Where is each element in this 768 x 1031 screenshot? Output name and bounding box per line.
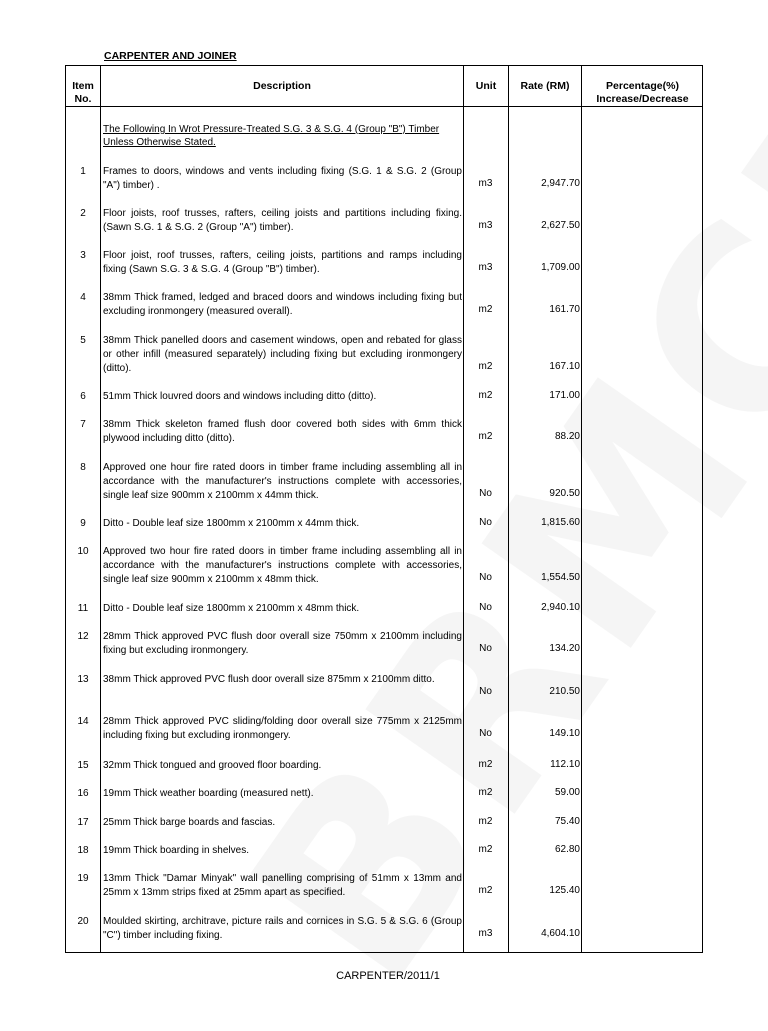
item-rate: 112.10 — [550, 759, 580, 770]
item-number: 5 — [80, 335, 86, 346]
item-number: 10 — [77, 546, 89, 557]
item-rate: 210.50 — [549, 686, 580, 697]
item-number: 16 — [77, 788, 89, 799]
item-description: 19mm Thick boarding in shelves. — [103, 845, 249, 856]
item-rate: 88.20 — [554, 431, 580, 442]
item-description: 38mm Thick framed, ledged and braced doors and windows including fixing but excluding ironmongery (measured overall). — [103, 292, 462, 317]
item-rate: 59.00 — [554, 787, 580, 798]
item-rate: 75.40 — [554, 816, 580, 827]
item-unit: m2 — [478, 885, 493, 896]
item-description: Ditto - Double leaf size 1800mm x 2100mm x 48mm thick. — [103, 603, 360, 614]
item-description: 38mm Thick approved PVC flush door overall size 875mm x 2100mm ditto. — [103, 674, 435, 685]
item-unit: m2 — [478, 844, 493, 855]
item-unit: No — [479, 643, 492, 654]
item-description: 32mm Thick tongued and grooved floor boarding. — [103, 760, 322, 771]
item-number: 13 — [77, 674, 89, 685]
item-unit: m2 — [478, 390, 493, 401]
column-divider-rate — [581, 65, 582, 953]
item-unit: No — [479, 728, 492, 739]
item-description: 28mm Thick approved PVC flush door overall size 750mm x 2100mm including fixing but excluding ironmongery. — [103, 631, 462, 656]
header-no-label: No. — [74, 93, 92, 105]
item-rate: 161.70 — [549, 304, 580, 315]
item-description: Moulded skirting, architrave, picture rails and cornices in S.G. 5 & S.G. 6 (Group "C") timber including fixing. — [103, 916, 462, 941]
item-number: 2 — [80, 208, 86, 219]
item-number: 6 — [80, 391, 86, 402]
item-unit: m2 — [478, 816, 493, 827]
item-rate: 1,554.50 — [541, 572, 580, 583]
item-number: 15 — [77, 760, 89, 771]
header-increase-decrease-label: Increase/Decrease — [596, 93, 689, 105]
item-unit: No — [479, 602, 492, 613]
item-rate: 2,940.10 — [541, 602, 580, 613]
item-number: 19 — [77, 873, 89, 884]
item-unit: m2 — [478, 431, 493, 442]
header-rate: Rate (RM) — [520, 80, 570, 92]
item-unit: No — [479, 488, 492, 499]
item-description: Floor joist, roof trusses, rafters, ceiling joists, partitions and ramps including fixing (Sawn S.G. 3 & S.G. 4 (Group "B") timber). — [103, 250, 462, 275]
header-item-no — [66, 80, 100, 106]
item-description: Floor joists, roof trusses, rafters, ceiling joists and partitions including fixing. (Sawn S.G. 1 & S.G. 2 (Group "A") timber). — [103, 208, 462, 233]
item-unit: No — [479, 517, 492, 528]
item-rate: 2,947.70 — [541, 178, 580, 189]
item-description: Approved one hour fire rated doors in timber frame including assembling all in accordance with the manufacturer's instructions complete with accessories, single leaf size 900mm x 2100mm x 44mm thick. — [103, 462, 462, 501]
item-number: 8 — [80, 462, 86, 473]
item-unit: No — [479, 572, 492, 583]
header-percentage-label: Percentage(%) — [606, 80, 679, 92]
item-unit: m2 — [478, 361, 493, 372]
item-rate: 1,709.00 — [541, 262, 580, 273]
item-unit: m3 — [478, 178, 493, 189]
item-unit: No — [479, 686, 492, 697]
item-unit: m3 — [478, 928, 493, 939]
item-rate: 920.50 — [549, 488, 580, 499]
item-number: 7 — [80, 419, 86, 430]
item-rate: 1,815.60 — [541, 517, 580, 528]
section-heading: CARPENTER AND JOINER — [104, 50, 237, 62]
item-number: 3 — [80, 250, 86, 261]
intro-note: The Following In Wrot Pressure-Treated S.G. 3 & S.G. 4 (Group "B") Timber Unless Otherwise Stated. — [103, 124, 440, 148]
item-unit: m2 — [478, 759, 493, 770]
header-percentage — [582, 80, 703, 106]
item-unit: m3 — [478, 262, 493, 273]
item-unit: m3 — [478, 220, 493, 231]
item-number: 18 — [77, 845, 89, 856]
item-number: 17 — [77, 817, 89, 828]
item-description: 19mm Thick weather boarding (measured nett). — [103, 788, 314, 799]
item-description: 38mm Thick skeleton framed flush door covered both sides with 6mm thick plywood including ditto (ditto). — [103, 419, 462, 444]
item-description: 13mm Thick "Damar Minyak" wall panelling comprising of 51mm x 13mm and 25mm x 13mm strips fixed at 25mm apart as specified. — [103, 873, 462, 898]
header-item-label: Item — [72, 80, 94, 92]
item-description: 25mm Thick barge boards and fascias. — [103, 817, 276, 828]
item-rate: 125.40 — [549, 885, 580, 896]
item-number: 11 — [77, 603, 89, 614]
item-number: 20 — [77, 916, 89, 927]
item-rate: 2,627.50 — [541, 220, 580, 231]
page-footer: CARPENTER/2011/1 — [336, 970, 440, 982]
item-rate: 171.00 — [549, 390, 580, 401]
item-number: 14 — [77, 716, 89, 727]
item-rate: 149.10 — [549, 728, 580, 739]
item-number: 4 — [80, 292, 86, 303]
header-divider — [65, 106, 703, 107]
item-description: Ditto - Double leaf size 1800mm x 2100mm x 44mm thick. — [103, 518, 360, 529]
item-unit: m2 — [478, 304, 493, 315]
header-unit: Unit — [475, 80, 497, 92]
item-number: 9 — [80, 518, 86, 529]
item-description: 38mm Thick panelled doors and casement windows, open and rebated for glass or other infill (measured separately) including fixing but excluding ironmongery (ditto). — [103, 335, 462, 374]
item-number: 1 — [80, 166, 86, 177]
item-description: 51mm Thick louvred doors and windows including ditto (ditto). — [103, 391, 377, 402]
item-rate: 4,604.10 — [541, 928, 580, 939]
header-description: Description — [253, 80, 311, 92]
item-description: 28mm Thick approved PVC sliding/folding door overall size 775mm x 2125mm including fixing but excluding ironmongery. — [103, 716, 462, 741]
item-rate: 62.80 — [554, 844, 580, 855]
item-unit: m2 — [478, 787, 493, 798]
item-description: Approved two hour fire rated doors in timber frame including assembling all in accordance with the manufacturer's instructions complete with accessories, single leaf size 900mm x 2100mm x 48mm thick. — [103, 546, 462, 585]
column-divider-item — [100, 65, 101, 953]
item-description: Frames to doors, windows and vents including fixing (S.G. 1 & S.G. 2 (Group "A") timber) . — [103, 166, 462, 191]
item-rate: 167.10 — [549, 361, 580, 372]
item-number: 12 — [77, 631, 89, 642]
item-rate: 134.20 — [549, 643, 580, 654]
